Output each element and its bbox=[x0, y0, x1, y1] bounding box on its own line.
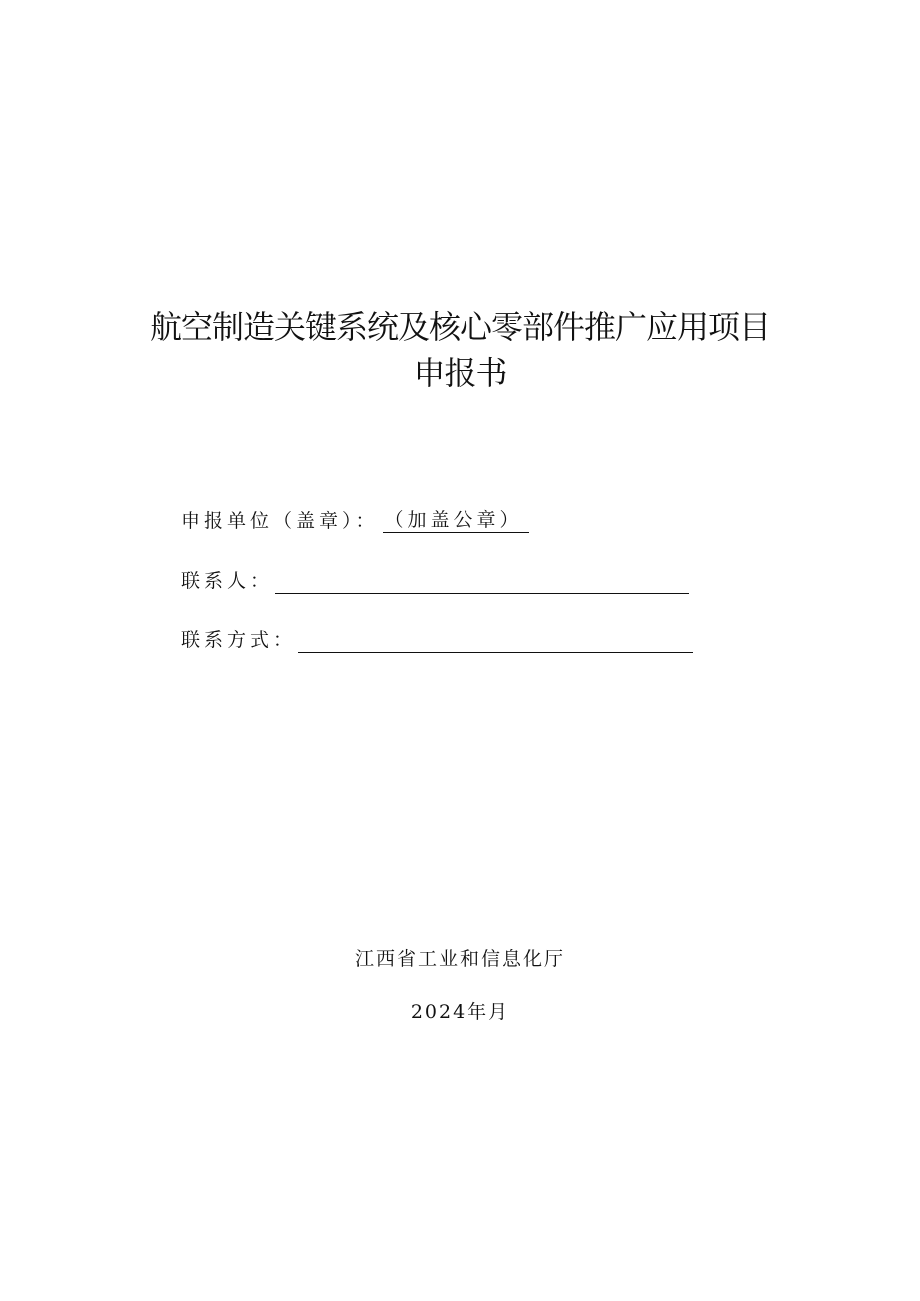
applicant-unit-label: 申报单位（盖章）： bbox=[181, 510, 379, 532]
applicant-unit-field bbox=[181, 505, 529, 533]
issuing-organization: 江西省工业和信息化厅 bbox=[354, 948, 565, 970]
contact-method-blank-line bbox=[298, 630, 693, 653]
document-title-line-2: 申报书 bbox=[413, 354, 507, 392]
issue-date: 2024年月 bbox=[410, 1001, 510, 1023]
document-title-line-1: 航空制造关键系统及核心零部件推广应用项目 bbox=[149, 308, 770, 346]
applicant-unit-value: （加盖公章） bbox=[383, 505, 529, 533]
contact-person-field bbox=[181, 566, 689, 593]
contact-person-blank-line bbox=[275, 571, 689, 594]
contact-method-label: 联系方式： bbox=[181, 629, 297, 651]
contact-method-field bbox=[181, 625, 693, 652]
contact-person-label: 联系人： bbox=[181, 570, 274, 592]
